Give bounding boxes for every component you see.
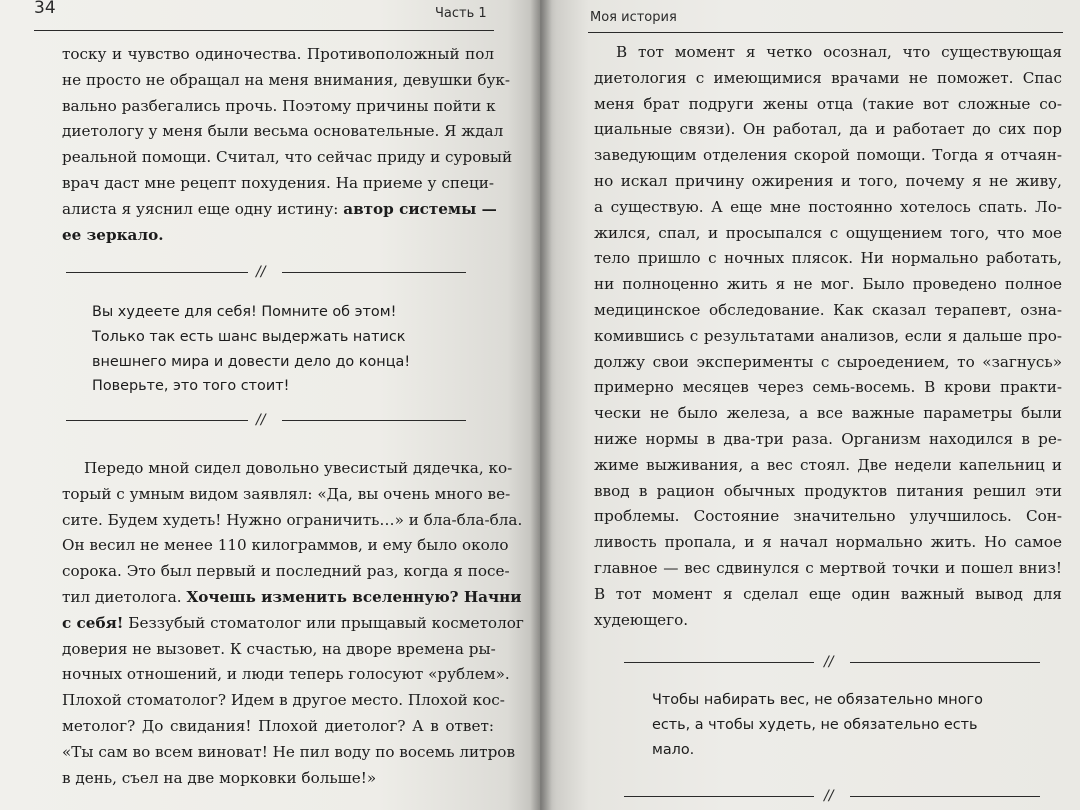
text-line: главное — вес сдвинулся с мертвой точки и пошел вниз! bbox=[594, 558, 1062, 577]
page-number: 34 bbox=[34, 0, 56, 18]
text-span: алиста я уяснил еще одну истину: bbox=[62, 199, 344, 218]
text-line: реальной помощи. Считал, что сейчас приду и суровый bbox=[62, 148, 513, 167]
section-separator bbox=[624, 656, 1040, 670]
text-line: заведующим отделения скорой помощи. Тогда я отчаян- bbox=[594, 146, 1062, 165]
header-rule-right bbox=[588, 32, 1063, 33]
separator-line bbox=[624, 662, 814, 663]
text-line: Плохой стоматолог? Идем в другое место. Плохой кос- bbox=[62, 691, 505, 710]
text-line: должу свои эксперименты с сыроедением, то «загнусь» bbox=[594, 352, 1062, 371]
running-head-right: Моя история bbox=[590, 10, 677, 25]
bold-text: автор системы — bbox=[343, 199, 497, 218]
bold-text: ее зеркало. bbox=[62, 225, 164, 244]
text-line: не просто не обращал на меня внимания, девушки бук- bbox=[62, 70, 511, 89]
text-line: жился, спал, и просыпался с ощущением того, что мое bbox=[594, 223, 1062, 242]
book-gutter-shadow bbox=[530, 0, 552, 810]
separator-line bbox=[850, 796, 1040, 797]
quote-line: мало. bbox=[652, 741, 695, 758]
section-separator bbox=[66, 266, 466, 280]
text-line: сорока. Это был первый и последний раз, когда я посе- bbox=[62, 562, 510, 581]
text-line: тело пришло с ночных плясок. Ни нормально работать, bbox=[594, 249, 1062, 268]
separator-mark: // bbox=[824, 788, 834, 804]
separator-line bbox=[66, 420, 248, 421]
text-line: Передо мной сидел довольно увесистый дядечка, ко- bbox=[84, 459, 513, 477]
text-line: «Ты сам во всем виноват! Не пил воду по восемь литров bbox=[62, 742, 515, 761]
text-line: В тот момент я сделал еще один важный вывод для bbox=[594, 584, 1062, 603]
right-paragraph-1 bbox=[594, 40, 1062, 633]
text-line: а существую. А еще мне постоянно хотелось спать. Ло- bbox=[594, 197, 1062, 216]
text-line: вально разбегались прочь. Поэтому причины пойти к bbox=[62, 96, 496, 115]
separator-line bbox=[282, 272, 466, 273]
text-line: худеющего. bbox=[594, 610, 689, 629]
separator-line bbox=[66, 272, 248, 273]
text-line: торый с умным видом заявлял: «Да, вы очень много ве- bbox=[62, 484, 511, 503]
text-line: сите. Будем худеть! Нужно ограничить…» и бла-бла-бла. bbox=[62, 510, 523, 529]
quote-line: Поверьте, это того стоит! bbox=[92, 378, 290, 395]
separator-line bbox=[850, 662, 1040, 663]
right-page bbox=[540, 0, 1080, 810]
text-line: ниже нормы в два-три раза. Организм находился в ре- bbox=[594, 429, 1062, 448]
quote-line: Вы худеете для себя! Помните об этом! bbox=[92, 304, 397, 320]
text-line bbox=[62, 611, 524, 637]
text-line: жиме выживания, а вес стоял. Две недели капельниц и bbox=[594, 455, 1062, 474]
separator-mark: // bbox=[256, 264, 266, 280]
text-line bbox=[62, 197, 497, 223]
text-line: метолог? До свидания! Плохой диетолог? А в ответ: bbox=[62, 716, 494, 735]
text-line: циальные связи). Он работал, да и работает до сих пор bbox=[594, 120, 1062, 139]
text-line: чески не было железа, а все важные параметры были bbox=[594, 404, 1062, 423]
section-separator bbox=[624, 790, 1040, 804]
quote-line: внешнего мира и довести дело до конца! bbox=[92, 353, 411, 370]
text-line: Он весил не менее 110 килограммов, и ему было около bbox=[62, 536, 509, 555]
separator-mark: // bbox=[824, 654, 834, 670]
text-line: в день, съел на две морковки больше!» bbox=[62, 768, 377, 787]
text-line: комившись с результатами анализов, если я дальше про- bbox=[594, 326, 1062, 345]
bold-text: Хочешь изменить вселенную? Начни bbox=[186, 587, 522, 606]
text-span: тил диетолога. bbox=[62, 587, 187, 606]
text-line bbox=[62, 585, 522, 611]
bold-text: с себя! bbox=[62, 613, 124, 632]
text-line: ливость пропала, и я начал нормально жить. Но самое bbox=[594, 533, 1062, 552]
separator-line bbox=[282, 420, 466, 421]
text-line: меня брат подруги жены отца (такие вот сложные со- bbox=[594, 94, 1062, 113]
callout-quote-right bbox=[652, 688, 983, 762]
callout-quote-left bbox=[92, 300, 410, 399]
quote-line: Только так есть шанс выдержать натиск bbox=[92, 328, 406, 345]
text-line: ввод в рацион обычных продуктов питания решил эти bbox=[594, 481, 1062, 500]
text-line: тоску и чувство одиночества. Противоположный пол bbox=[62, 45, 494, 63]
text-line: проблемы. Состояние значительно улучшилось. Сон- bbox=[594, 507, 1062, 526]
text-line: примерно месяцев через семь-восемь. В крови практи- bbox=[594, 378, 1062, 397]
text-line: ночных отношений, и люди теперь голосуют «рублем». bbox=[62, 665, 510, 684]
text-line: диетологу у меня были весьма основательные. Я ждал bbox=[62, 122, 504, 141]
text-line: доверия не вызовет. К счастью, на дворе времена ры- bbox=[62, 639, 496, 658]
section-separator bbox=[66, 414, 466, 428]
text-line: ни полноценно жить я не мог. Было проведено полное bbox=[594, 275, 1062, 294]
text-line: медицинское обследование. Как сказал терапевт, озна- bbox=[594, 300, 1062, 319]
text-line: врач даст мне рецепт похудения. На приеме у специ- bbox=[62, 173, 494, 192]
separator-line bbox=[624, 796, 814, 797]
text-span: Беззубый стоматолог или прыщавый косметолог bbox=[123, 613, 524, 632]
text-line: диетология с имеющимися врачами не поможет. Спас bbox=[594, 68, 1062, 87]
header-rule-left bbox=[34, 30, 494, 31]
running-head-left: Часть 1 bbox=[435, 6, 487, 21]
text-line: В тот момент я четко осознал, что существующая bbox=[616, 43, 1062, 61]
text-line bbox=[62, 223, 494, 249]
left-paragraph-2 bbox=[62, 456, 524, 791]
text-line: но искал причину ожирения и того, почему я не живу, bbox=[594, 171, 1062, 190]
quote-line: есть, а чтобы худеть, не обязательно есть bbox=[652, 716, 978, 733]
separator-mark: // bbox=[256, 412, 266, 428]
quote-line: Чтобы набирать вес, не обязательно много bbox=[652, 692, 983, 708]
left-paragraph-1 bbox=[62, 42, 513, 248]
